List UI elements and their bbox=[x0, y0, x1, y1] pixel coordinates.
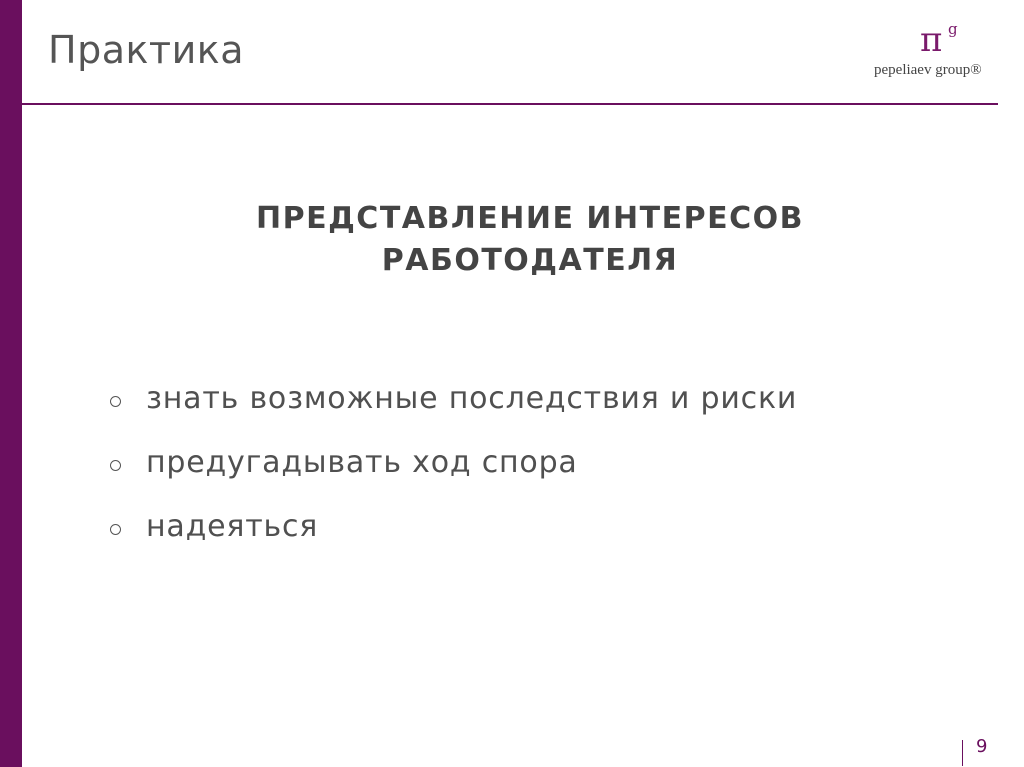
bullet-text: знать возможные последствия и риски bbox=[146, 380, 798, 416]
logo-text: pepeliaev group® bbox=[874, 62, 982, 78]
left-accent-bar bbox=[0, 0, 22, 767]
bullet-list bbox=[110, 366, 797, 558]
list-item bbox=[110, 494, 797, 558]
circle-bullet-icon bbox=[110, 460, 121, 471]
heading-line-2: РАБОТОДАТЕЛЯ bbox=[381, 243, 679, 278]
list-item bbox=[110, 430, 797, 494]
slide-title: Практика bbox=[48, 28, 245, 72]
heading-line-1: ПРЕДСТАВЛЕНИЕ ИНТЕРЕСОВ bbox=[256, 201, 804, 236]
circle-bullet-icon bbox=[110, 524, 121, 535]
page-number: 9 bbox=[976, 736, 988, 757]
circle-bullet-icon bbox=[110, 396, 121, 407]
company-logo bbox=[868, 20, 1003, 82]
bullet-text: предугадывать ход спора bbox=[146, 444, 578, 480]
list-item bbox=[110, 366, 797, 430]
page-number-divider bbox=[962, 740, 963, 766]
bullet-text: надеяться bbox=[146, 508, 319, 544]
slide-heading bbox=[170, 198, 890, 282]
title-divider bbox=[22, 103, 998, 105]
logo-superscript: g bbox=[948, 20, 958, 38]
pi-logo-icon: π bbox=[920, 20, 943, 60]
